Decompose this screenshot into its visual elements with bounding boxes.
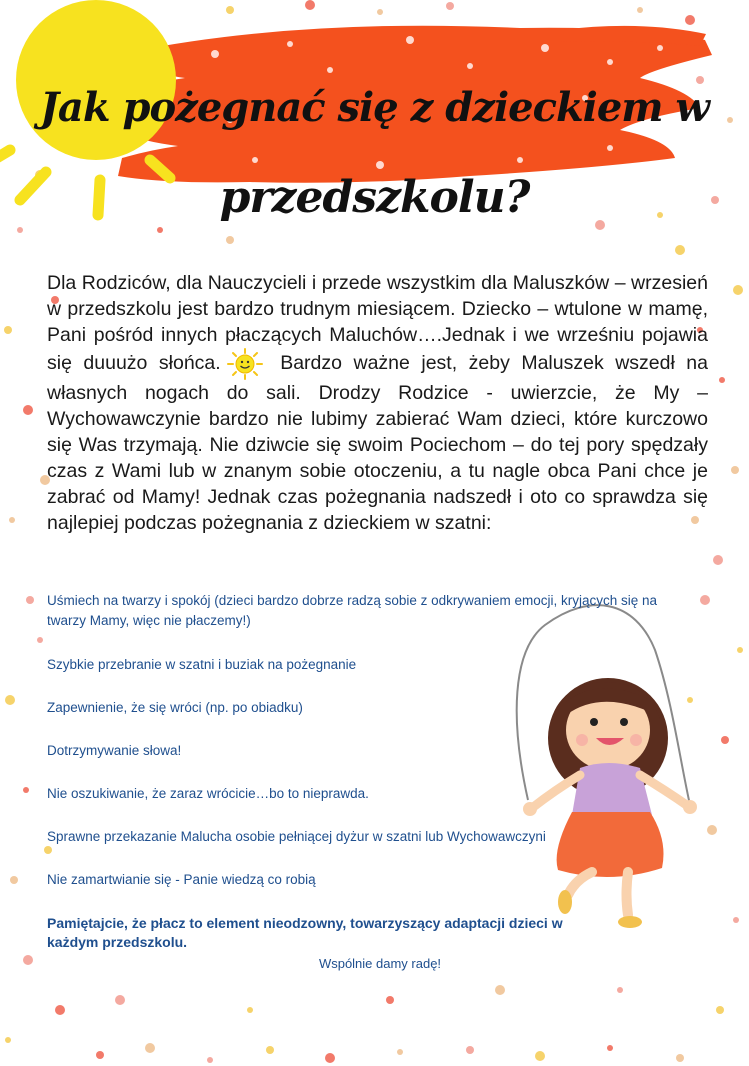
- confetti-dot: [207, 1057, 213, 1063]
- closing-line: Wspólnie damy radę!: [318, 956, 442, 971]
- confetti-dot: [115, 995, 125, 1005]
- confetti-dot: [377, 9, 383, 15]
- smiling-sun-icon: [225, 348, 265, 380]
- confetti-dot: [226, 236, 234, 244]
- confetti-dot: [687, 697, 693, 703]
- confetti-dot: [386, 996, 394, 1004]
- confetti-dot: [607, 1045, 613, 1051]
- confetti-dot: [96, 1051, 104, 1059]
- confetti-dot: [495, 985, 505, 995]
- confetti-dot: [731, 466, 739, 474]
- confetti-dot: [266, 1046, 274, 1054]
- confetti-dot: [466, 1046, 474, 1054]
- emphasis-note: Pamiętajcie, że płacz to element nieodzowny, towarzyszący adaptacji dzieci w każdym przedszkolu.: [47, 915, 563, 950]
- confetti-dot: [145, 1043, 155, 1053]
- confetti-dot: [157, 227, 163, 233]
- tip-no-worry: Nie zamartwianie się - Panie wiedzą co robią: [47, 872, 316, 887]
- tip-quick-change: Szybkie przebranie w szatni i buziak na pożegnanie: [47, 657, 357, 672]
- confetti-dot: [325, 1053, 335, 1063]
- confetti-dot: [707, 825, 717, 835]
- confetti-dot: [716, 1006, 724, 1014]
- confetti-dot: [226, 6, 234, 14]
- confetti-dot: [721, 736, 729, 744]
- confetti-dot: [247, 1007, 253, 1013]
- confetti-dot: [17, 227, 23, 233]
- page-title-line2: przedszkolu?: [219, 172, 530, 223]
- confetti-dot: [737, 647, 743, 653]
- confetti-dot: [26, 596, 34, 604]
- confetti-dot: [676, 1054, 684, 1062]
- confetti-dot: [700, 595, 710, 605]
- confetti-dot: [37, 637, 43, 643]
- girl-jumping-rope-illustration: [517, 605, 697, 928]
- confetti-dot: [305, 0, 315, 10]
- confetti-dot: [5, 1037, 11, 1043]
- intro-text-part2: Bardzo ważne jest, żeby Maluszek wszedł na własnych nogach do sali. Drodzy Rodzice - uwierzcie, że My – Wychowawczynie bardzo nie lubimy zabierać Wam dzieci, które kurczowo się Was trzymają. Nie dziwcie się swoim Pociechom – do tej pory spędzały czas z Wami lub w znanym sobie otoczeniu, a tu nagle obca Pani chce je zabrać od Mamy! Jednak czas pożegnania nadszedł i oto co sprawdza się najlepiej podczas pożegnania z dzieckiem w szatni:: [47, 352, 708, 534]
- confetti-dot: [733, 285, 743, 295]
- confetti-dot: [637, 7, 643, 13]
- confetti-dot: [9, 517, 15, 523]
- tip-smile: Uśmiech na twarzy i spokój (dzieci bardzo dobrze radzą sobie z odkrywaniem emocji, kryjących się na twarzy Mamy, więc nie płaczemy!): [47, 593, 657, 628]
- confetti-dot: [696, 76, 704, 84]
- tip-handover: Sprawne przekazanie Malucha osobie pełniącej dyżur w szatni lub Wychowawczyni: [47, 829, 546, 844]
- confetti-dot: [733, 917, 739, 923]
- confetti-dot: [685, 15, 695, 25]
- tip-promise-return: Zapewnienie, że się wróci (np. po obiadku): [47, 700, 303, 715]
- confetti-dot: [446, 2, 454, 10]
- confetti-dot: [617, 987, 623, 993]
- confetti-dot: [55, 1005, 65, 1015]
- confetti-dot: [23, 787, 29, 793]
- confetti-dot: [23, 405, 33, 415]
- confetti-dot: [44, 846, 52, 854]
- confetti-dot: [675, 245, 685, 255]
- confetti-dot: [10, 876, 18, 884]
- confetti-dot: [397, 1049, 403, 1055]
- confetti-dot: [5, 695, 15, 705]
- confetti-dot: [535, 1051, 545, 1061]
- intro-text-part1: Dla Rodziców, dla Nauczycieli i przede wszystkim dla Maluszków – wrzesień w przedszkolu jest bardzo trudnym miesiącem. Dziecko – wtulone w mamę, Pani pośród innych płaczących Maluchów….Jednak i we wrześniu pojawia się duuużo słońca.: [47, 272, 708, 375]
- confetti-dot: [713, 555, 723, 565]
- confetti-dot: [719, 377, 725, 383]
- confetti-dot: [4, 326, 12, 334]
- intro-paragraph: [47, 270, 708, 536]
- tip-keep-word: Dotrzymywanie słowa!: [47, 743, 182, 758]
- page-title-line1: Jak pożegnać się z dzieckiem w: [39, 84, 709, 131]
- tip-no-lying: Nie oszukiwanie, że zaraz wrócicie…bo to nieprawda.: [47, 786, 369, 801]
